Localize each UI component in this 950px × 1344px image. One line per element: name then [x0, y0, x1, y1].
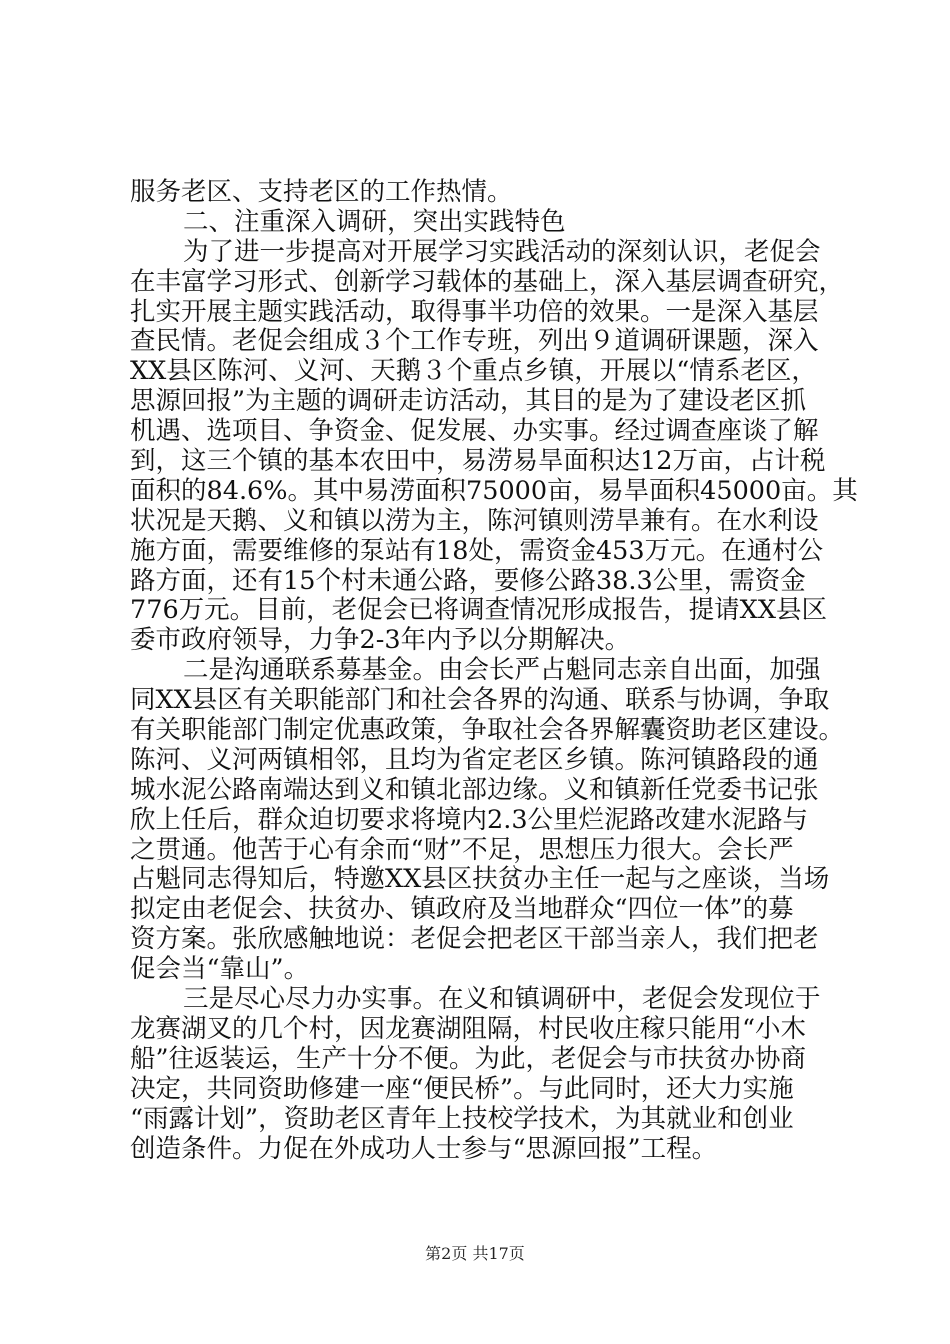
text-line: 在丰富学习形式、创新学习载体的基础上，深入基层调查研究，	[130, 266, 845, 297]
text-line: 之贯通。他苦于心有余而“财”不足，思想压力很大。会长严	[130, 834, 794, 865]
body-text	[130, 177, 858, 1164]
page-footer: 第2页 共17页	[425, 1244, 525, 1263]
text-line: 机遇、选项目、争资金、促发展、办实事。经过调查座谈了解	[130, 416, 819, 447]
text-line: 到，这三个镇的基本农田中，易涝易旱面积达12万亩，占计税	[130, 446, 826, 477]
text-line: 为了进一步提高对开展学习实践活动的深刻认识，老促会	[183, 236, 821, 267]
text-line: 创造条件。力促在外成功人士参与“思源回报”工程。	[130, 1133, 718, 1164]
text-line: 查民情。老促会组成３个工作专班，列出９道调研课题，深入	[130, 326, 819, 357]
text-line: 思源回报”为主题的调研走访活动，其目的是为了建设老区抓	[130, 386, 807, 417]
text-line: 促会当“靠山”。	[130, 954, 310, 985]
text-line: 状况是天鹅、义和镇以涝为主，陈河镇则涝旱兼有。在水利设	[130, 505, 819, 536]
text-line: 有关职能部门制定优惠政策，争取社会各界解囊资助老区建设。	[130, 715, 845, 746]
text-line: 资方案。张欣感触地说：老促会把老区干部当亲人，我们把老	[130, 924, 819, 955]
text-line: 决定，共同资助修建一座“便民桥”。与此同时，还大力实施	[130, 1073, 794, 1104]
text-line: 龙赛湖叉的几个村，因龙赛湖阻隔，村民收庄稼只能用“小木	[130, 1013, 807, 1044]
text-line: 扎实开展主题实践活动，取得事半功倍的效果。一是深入基层	[130, 296, 819, 327]
text-line: 服务老区、支持老区的工作热情。	[130, 177, 513, 207]
text-line: 施方面，需要维修的泵站有18处，需资金453万元。在通村公	[130, 535, 824, 566]
text-line: 同XX县区有关职能部门和社会各界的沟通、联系与协调，争取	[130, 685, 830, 716]
text-line: 面积的84.6%。其中易涝面积75000亩，易旱面积45000亩。其	[130, 475, 858, 506]
text-line: 拟定由老促会、扶贫办、镇政府及当地群众“四位一体”的募	[130, 894, 794, 925]
text-line: 占魁同志得知后，特邀XX县区扶贫办主任一起与之座谈，当场	[130, 864, 830, 895]
text-line: 委市政府领导，力争2-3年内予以分期解决。	[130, 625, 631, 656]
text-line: XX县区陈河、义河、天鹅３个重点乡镇，开展以“情系老区，	[130, 356, 817, 387]
text-line: 欣上任后，群众迫切要求将境内2.3公里烂泥路改建水泥路与	[130, 804, 809, 835]
text-line: 陈河、义河两镇相邻，且均为省定老区乡镇。陈河镇路段的通	[130, 744, 819, 775]
text-line: 城水泥公路南端达到义和镇北部边缘。义和镇新任党委书记张	[130, 774, 819, 805]
text-line: 路方面，还有15个村未通公路，要修公路38.3公里，需资金	[130, 565, 806, 596]
text-line: 776万元。目前，老促会已将调查情况形成报告，提请XX县区	[130, 595, 827, 626]
text-line: 二是沟通联系募基金。由会长严占魁同志亲自出面，加强	[183, 655, 821, 686]
text-line: 二、注重深入调研，突出实践特色	[183, 206, 566, 237]
text-line: “雨露计划”，资助老区青年上技校学技术，为其就业和创业	[130, 1103, 794, 1134]
text-line: 三是尽心尽力办实事。在义和镇调研中，老促会发现位于	[183, 984, 821, 1015]
text-line: 船”往返装运，生产十分不便。为此，老促会与市扶贫办协商	[130, 1043, 807, 1074]
